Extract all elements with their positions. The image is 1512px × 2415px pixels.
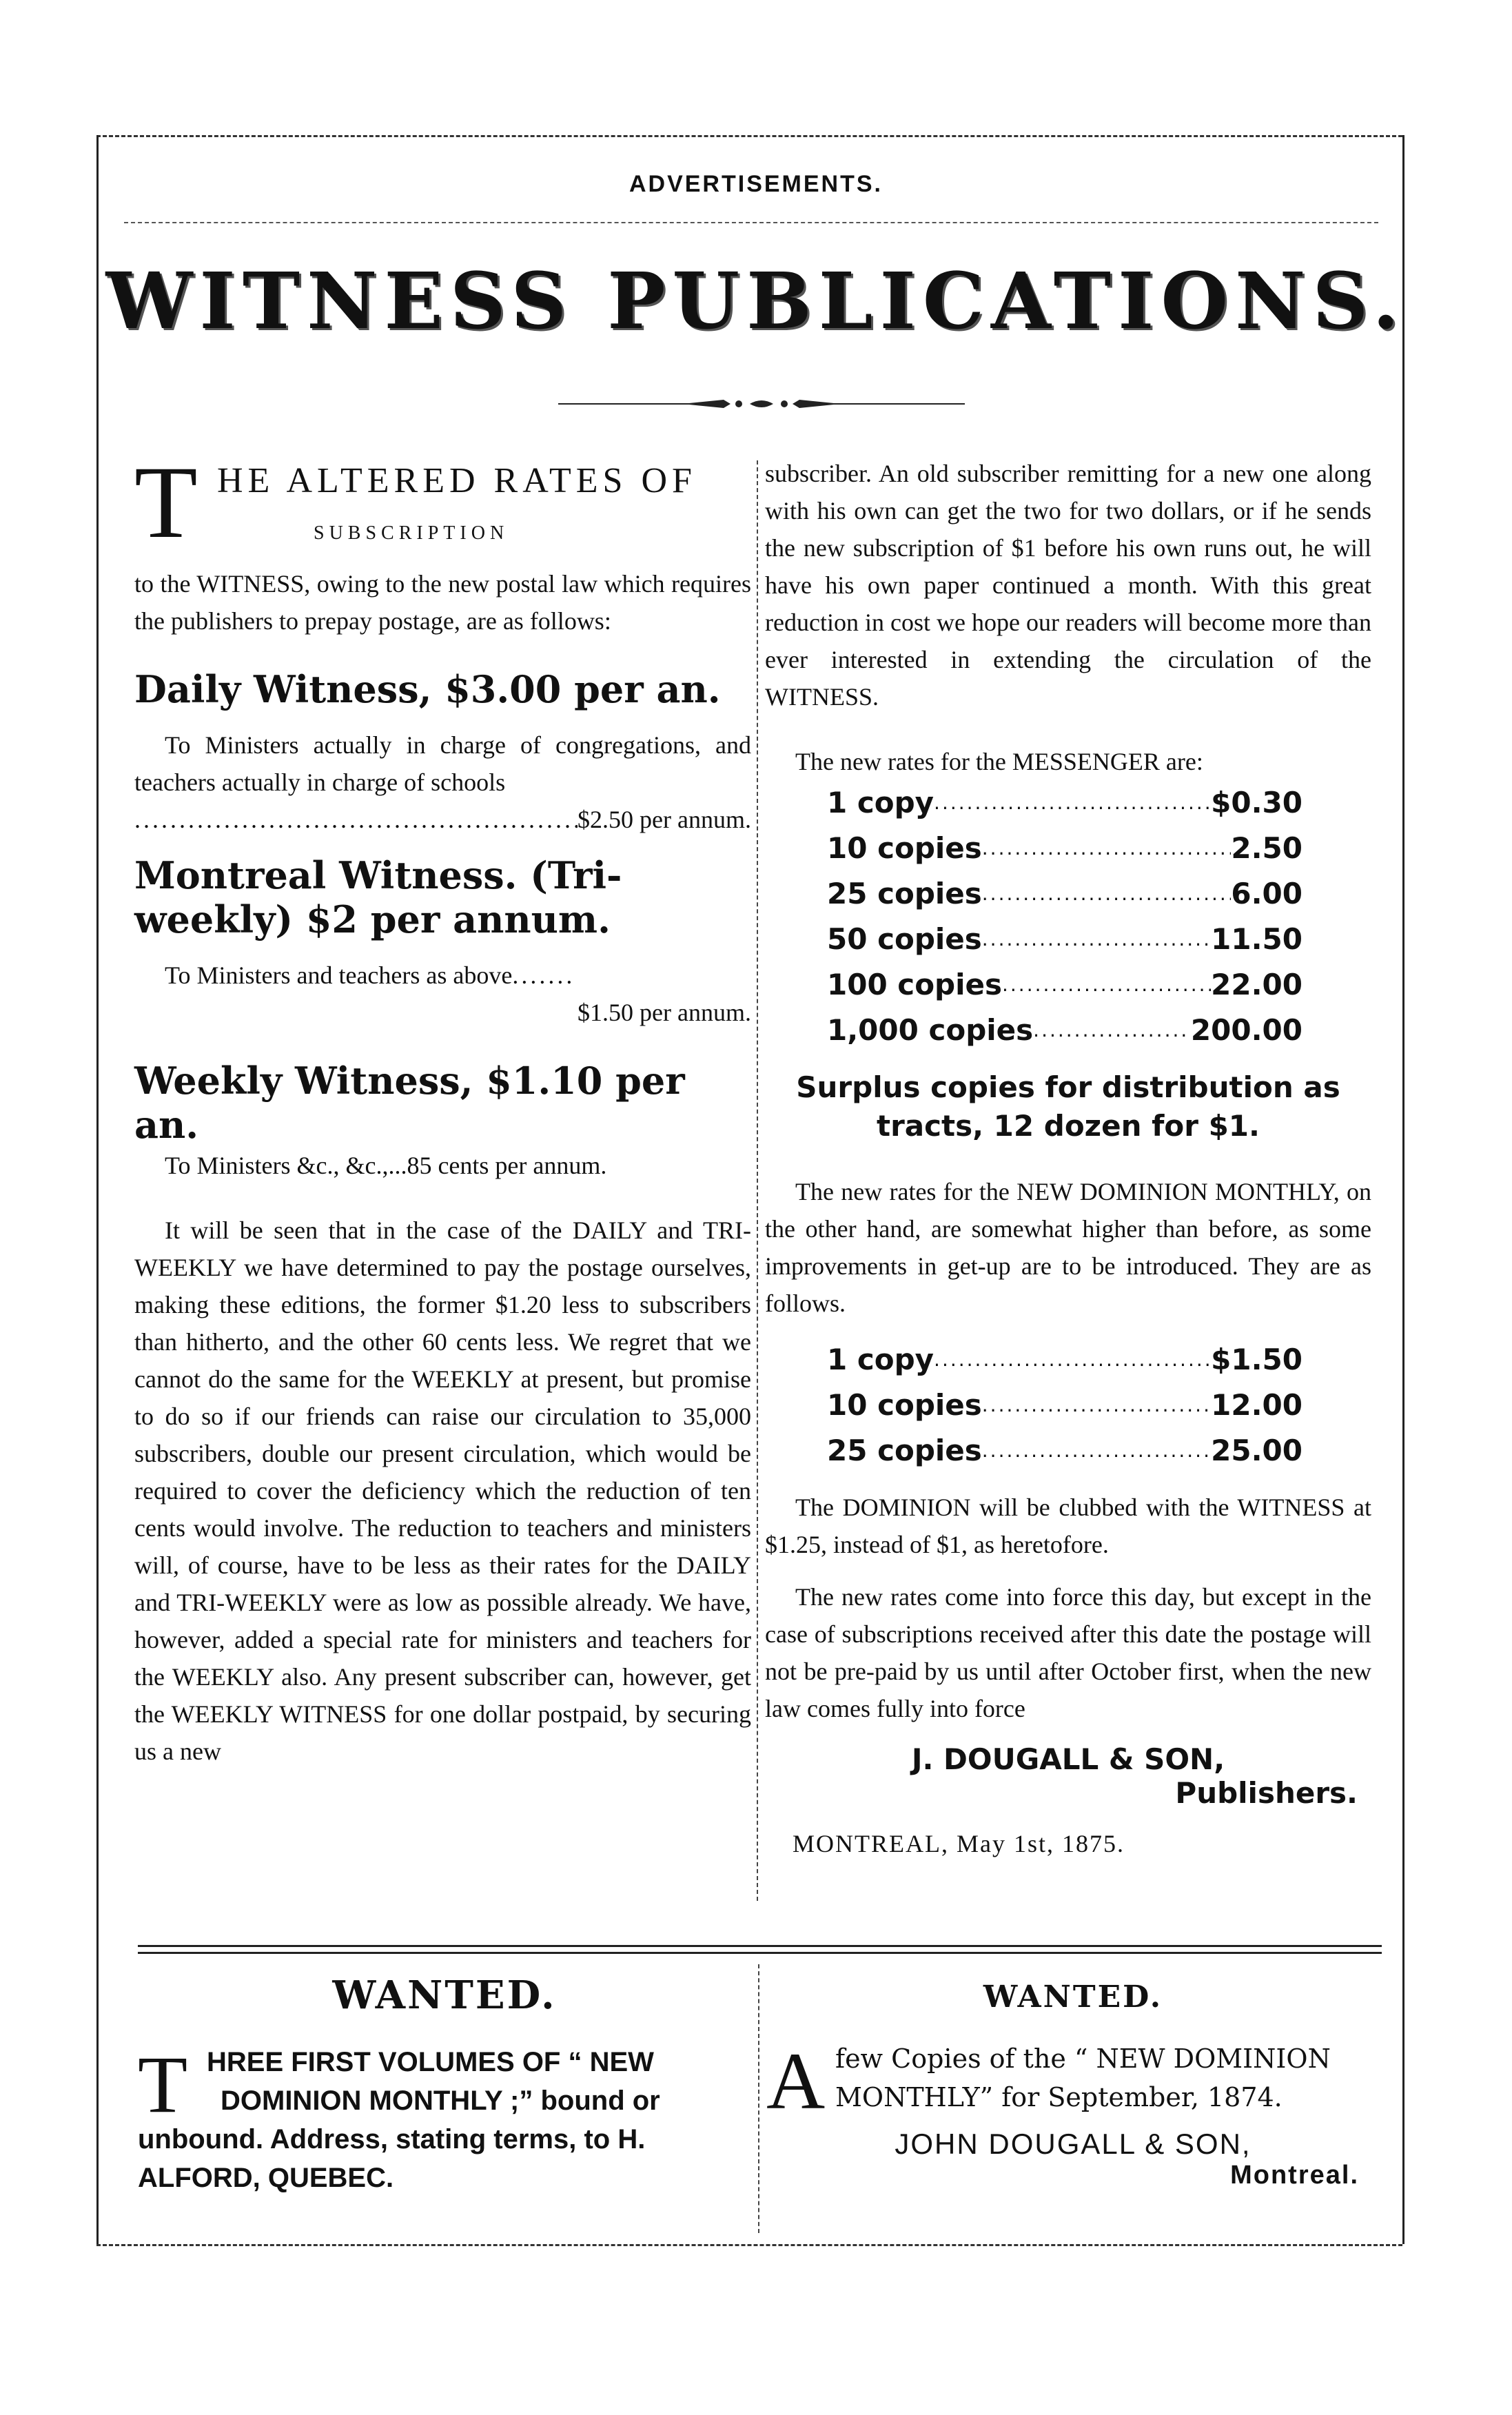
dominion-rates	[765, 1337, 1371, 1474]
weekly-note: To Ministers &c., &c.,...85 cents per annum.	[165, 1152, 607, 1179]
wanted-right-dropcap: A	[766, 2036, 826, 2126]
left-column	[134, 445, 751, 1770]
dominion-rate-row	[827, 1337, 1302, 1383]
messenger-rate-row	[827, 962, 1302, 1008]
publisher-name: J. DOUGALL & SON,	[911, 1742, 1225, 1776]
messenger-rate-qty: 100 copies	[827, 968, 1002, 1001]
section-header: ADVERTISEMENTS.	[629, 171, 883, 197]
clubbed-note: The DOMINION will be clubbed with the WITNESS at $1.25, instead of $1, as heretofore.	[765, 1494, 1371, 1558]
daily-note-leader	[134, 801, 751, 838]
wanted-left-dropcap: T	[138, 2039, 188, 2130]
intro-line-1: HE ALTERED RATES OF	[217, 461, 697, 500]
messenger-rate-row	[827, 871, 1302, 917]
dominion-rate-qty: 10 copies	[827, 1388, 982, 1422]
messenger-rate-qty: 50 copies	[827, 922, 982, 956]
dominion-rate-qty: 25 copies	[827, 1434, 982, 1467]
body-text: It will be seen that in the case of the DAILY and TRI-WEEKLY we have determined to pay the postage ourselves, making these editions, the former $1.20 less to subscribers than hitherto, and the other 60 cents less. We regret that we cannot do the same for the WEEKLY at present, but promise to do so if our friends can raise our circulation to 35,000 subscribers, double our present circulation, which would be required to cover the deficiency which the reduction of ten cents would involve. The reduction to teachers and ministers will, of course, have to be less as their rates for the DAILY and TRI-WEEKLY were as low as possible already. We have, however, added a special rate for ministers and teachers for the WEEKLY also. Any present subscriber can, however, get the WEEKLY WITNESS for one dollar postpaid, by securing us a new	[134, 1216, 751, 1765]
wanted-right	[766, 1973, 1380, 2190]
daily-note	[134, 726, 751, 801]
messenger-rate-price: 11.50	[1211, 922, 1302, 956]
wanted-right-line-1: few Copies of the “ NEW DOMINION	[835, 2044, 1331, 2074]
messenger-rate-row	[827, 780, 1302, 826]
masthead-title: WITNESS PUBLICATIONS.	[105, 256, 1407, 347]
messenger-rate-price: $0.30	[1211, 786, 1302, 819]
messenger-rate-price: 6.00	[1231, 877, 1302, 910]
intro-text: to the WITNESS, owing to the new postal law which requires the publishers to prepay postage, are as follows:	[134, 570, 751, 635]
messenger-rate-price: 2.50	[1231, 831, 1302, 865]
daily-note-label: To Ministers actually in charge of congregations, and teachers actually in charge of schools	[134, 731, 751, 796]
intro-heading	[134, 445, 751, 565]
wanted-left-line-1: HREE FIRST VOLUMES OF “ NEW	[207, 2047, 654, 2077]
messenger-rate-qty: 1 copy	[827, 786, 934, 819]
wanted-right-name: JOHN DOUGALL & SON,	[895, 2128, 1252, 2160]
wanted-right-line-2: MONTHLY” for September, 1874.	[835, 2082, 1283, 2112]
wanted-left	[138, 1973, 751, 2197]
dominion-rate-qty: 1 copy	[827, 1343, 934, 1376]
dominion-rate-price: 12.00	[1211, 1388, 1302, 1422]
dominion-rate-row	[827, 1383, 1302, 1428]
wanted-right-title: WANTED.	[983, 1979, 1163, 2015]
messenger-rate-qty: 1,000 copies	[827, 1013, 1034, 1047]
messenger-rate-row	[827, 826, 1302, 871]
publisher-role: Publishers.	[1175, 1776, 1358, 1810]
messenger-rates	[765, 780, 1371, 1053]
dominion-rate-price: $1.50	[1211, 1343, 1302, 1376]
drop-cap: T	[134, 445, 198, 560]
messenger-rate-qty: 25 copies	[827, 877, 982, 910]
wanted-left-line-4: ALFORD, QUEBEC.	[138, 2163, 394, 2193]
messenger-rate-price: 22.00	[1211, 968, 1302, 1001]
bottom-border-rule	[96, 2244, 1402, 2246]
continued-text: subscriber. An old subscriber remitting for a new one along with his own can get the two for two dollars, or if he sends the new subscription of $1 before his own runs out, he will have his own paper continued a month. With this great reduction in cost we hope our readers will become more than ever interested in extending the circulation of the WITNESS.	[765, 460, 1371, 711]
wanted-left-title: WANTED.	[332, 1973, 557, 2018]
wanted-left-line-2: DOMINION MONTHLY ;” bound or	[221, 2086, 660, 2116]
messenger-rate-row	[827, 1008, 1302, 1053]
montreal-note	[134, 957, 751, 994]
ornament-divider-icon	[558, 397, 965, 411]
publication-date: MONTREAL, May 1st, 1875.	[793, 1830, 1125, 1857]
force-note: The new rates come into force this day, but except in the case of subscriptions received after this date the postage will not be pre-paid by us until after October first, when the new law comes fully into force	[765, 1583, 1371, 1722]
wanted-left-body	[138, 2039, 751, 2197]
messenger-rate-row	[827, 917, 1302, 962]
daily-note-value: $2.50 per annum.	[578, 806, 751, 833]
wanted-left-line-3: unbound. Address, stating terms, to H.	[138, 2124, 646, 2154]
wanted-divider	[758, 1964, 759, 2233]
messenger-rate-qty: 10 copies	[827, 831, 982, 865]
wanted-right-body	[766, 2036, 1380, 2126]
dominion-rate-price: 25.00	[1211, 1434, 1302, 1467]
montreal-witness-heading: Montreal Witness. (Tri-weekly) $2 per annum.	[134, 853, 622, 941]
intro-line-2: SUBSCRIPTION	[314, 522, 509, 544]
wanted-right-city: Montreal.	[1230, 2161, 1359, 2190]
weekly-witness-heading: Weekly Witness, $1.10 per an.	[134, 1059, 685, 1147]
daily-witness-heading: Daily Witness, $3.00 per an.	[134, 667, 721, 711]
header-rule	[124, 222, 1378, 223]
montreal-note-value: $1.50 per annum.	[578, 999, 751, 1026]
right-column	[765, 455, 1371, 1862]
double-rule	[138, 1945, 1382, 1954]
surplus-note: Surplus copies for distribution as tracts, 12 dozen for $1.	[796, 1070, 1340, 1143]
dominion-intro: The new rates for the NEW DOMINION MONTHLY, on the other hand, are somewhat higher than before, as some improvements in get-up are to be introduced. They are as follows.	[765, 1178, 1371, 1317]
montreal-note-label: To Ministers and teachers as above	[165, 961, 513, 989]
messenger-intro: The new rates for the MESSENGER are:	[795, 748, 1203, 775]
column-divider	[757, 460, 758, 1901]
messenger-rate-price: 200.00	[1190, 1013, 1302, 1047]
dominion-rate-row	[827, 1428, 1302, 1474]
